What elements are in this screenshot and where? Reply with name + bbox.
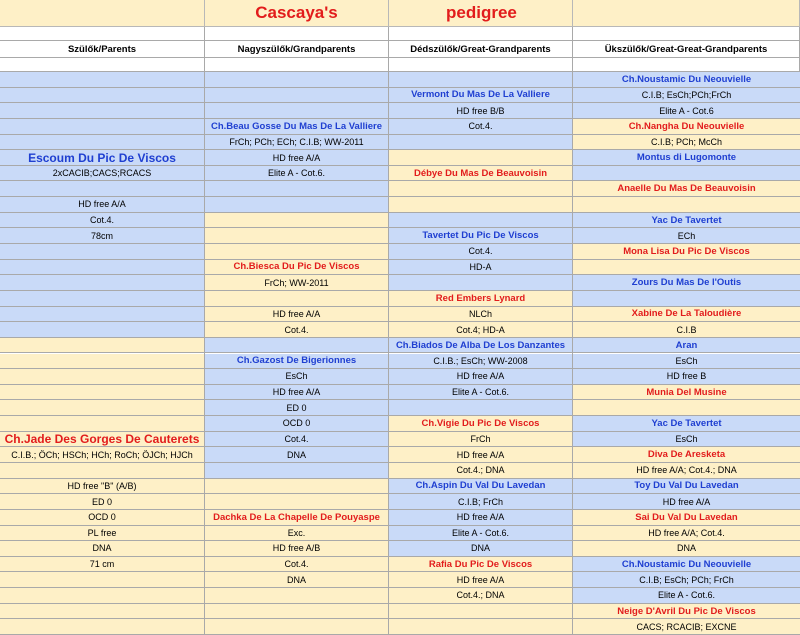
- dog-name: Dachka De La Chapelle De Pouyaspe: [205, 510, 388, 526]
- dog-detail: [0, 181, 204, 197]
- dog-detail: Elite A - Cot.6.: [205, 166, 388, 182]
- dog-detail: HD free A/B: [205, 541, 388, 557]
- dog-name: Ch.Noustamic Du Neouvielle: [573, 72, 800, 88]
- empty-cell: [0, 604, 204, 620]
- dog-name: Montus di Lugomonte: [573, 150, 800, 166]
- dog-detail: HD free A/A: [205, 385, 388, 401]
- dog-detail: DNA: [205, 572, 388, 588]
- dog-detail: EsCh: [573, 432, 800, 448]
- dog-name: Vermont Du Mas De La Valliere: [389, 88, 572, 104]
- dog-detail: [573, 291, 800, 307]
- dog-name: Toy Du Val Du Lavedan: [573, 479, 800, 495]
- dog-detail: Cot.4; HD-A: [389, 322, 572, 338]
- dog-detail: HD free A/A: [573, 494, 800, 510]
- dog-detail: [573, 166, 800, 182]
- dog-detail: Cot.4.: [205, 432, 388, 448]
- dog-detail: [573, 400, 800, 416]
- empty-cell: [389, 213, 572, 229]
- column-parents: [0, 72, 205, 635]
- dog-detail: OCD 0: [0, 510, 204, 526]
- empty-cell: [0, 572, 204, 588]
- dog-name: Escoum Du Pic De Viscos: [0, 150, 204, 166]
- dog-name: Diva De Aresketa: [573, 447, 800, 463]
- dog-detail: 2xCACIB;CACS;RCACS: [0, 166, 204, 182]
- dog-detail: C.I.B.; EsCh; WW-2008: [389, 354, 572, 370]
- empty-cell: [205, 494, 388, 510]
- dog-detail: Cot.4.; DNA: [389, 463, 572, 479]
- dog-detail: Elite A - Cot.6: [573, 103, 800, 119]
- spacer-cell: [389, 58, 573, 72]
- dog-detail: [0, 463, 204, 479]
- empty-cell: [205, 619, 388, 635]
- dog-detail: C.I.B; PCh; McCh: [573, 135, 800, 151]
- dog-detail: HD-A: [389, 260, 572, 276]
- dog-detail: C.I.B; EsCh; PCh; FrCh: [573, 572, 800, 588]
- column-header-row: [0, 41, 800, 58]
- empty-cell: [0, 400, 204, 416]
- empty-cell: [205, 463, 388, 479]
- dog-name: Sai Du Val Du Lavedan: [573, 510, 800, 526]
- title-cell-empty-2: [573, 0, 800, 27]
- dog-detail: OCD 0: [205, 416, 388, 432]
- empty-cell: [205, 338, 388, 354]
- dog-name: Ch.Jade Des Gorges De Cauterets: [0, 432, 204, 448]
- title-right-text: pedigree: [446, 3, 517, 22]
- dog-detail: DNA: [0, 541, 204, 557]
- empty-cell: [205, 244, 388, 260]
- dog-detail: Cot.4.: [205, 557, 388, 573]
- column-grandparents: [205, 72, 389, 635]
- dog-detail: Elite A - Cot.6.: [389, 526, 572, 542]
- dog-detail: HD free A/A; Cot.4.; DNA: [573, 463, 800, 479]
- empty-cell: [0, 416, 204, 432]
- dog-name: Tavertet Du Pic De Viscos: [389, 228, 572, 244]
- spacer-row-2: [0, 58, 800, 72]
- dog-detail: Elite A - Cot.6.: [389, 385, 572, 401]
- dog-detail: Cot.4.: [389, 244, 572, 260]
- empty-cell: [205, 197, 388, 213]
- spacer-cell: [573, 58, 800, 72]
- dog-detail: Exc.: [205, 526, 388, 542]
- dog-detail: FrCh; WW-2011: [205, 275, 388, 291]
- empty-cell: [0, 619, 204, 635]
- dog-name: Aran: [573, 338, 800, 354]
- dog-detail: C.I.B: [573, 322, 800, 338]
- empty-cell: [205, 72, 388, 88]
- empty-cell: [389, 72, 572, 88]
- col-header-grandparents-text: Nagyszülők/Grandparents: [205, 41, 388, 58]
- empty-cell: [0, 322, 204, 338]
- empty-cell: [389, 150, 572, 166]
- empty-cell: [389, 619, 572, 635]
- dog-detail: FrCh; PCh; ECh; C.I.B; WW-2011: [205, 135, 388, 151]
- empty-cell: [0, 307, 204, 323]
- dog-detail: DNA: [205, 447, 388, 463]
- empty-cell: [205, 228, 388, 244]
- dog-name: Xabine De La Taloudière: [573, 307, 800, 323]
- dog-name: Anaelle Du Mas De Beauvoisin: [573, 181, 800, 197]
- dog-detail: 71 cm: [0, 557, 204, 573]
- empty-cell: [205, 103, 388, 119]
- dog-name: Ch.Vigie Du Pic De Viscos: [389, 416, 572, 432]
- dog-detail: HD free A/A: [205, 150, 388, 166]
- col-header-grandparents: [205, 41, 389, 58]
- empty-cell: [389, 400, 572, 416]
- dog-detail: FrCh: [389, 432, 572, 448]
- title-row: [0, 0, 800, 27]
- dog-name: Ch.Biesca Du Pic De Viscos: [205, 260, 388, 276]
- dog-name: Ch.Noustamic Du Neouvielle: [573, 557, 800, 573]
- title-left: [205, 0, 389, 27]
- dog-detail: Cot.4.: [0, 213, 204, 229]
- dog-name: Red Embers Lynard: [389, 291, 572, 307]
- dog-detail: HD free A/A: [389, 510, 572, 526]
- col-header-great-grandparents: [389, 41, 573, 58]
- spacer-cell: [205, 58, 389, 72]
- column-great-great-grandparents: [573, 72, 800, 635]
- dog-name: Ch.Biados De Alba De Los Danzantes: [389, 338, 572, 354]
- dog-name: Yac De Tavertet: [573, 213, 800, 229]
- dog-detail: ECh: [573, 228, 800, 244]
- spacer-cell: [0, 27, 205, 41]
- dog-detail: HD free "B" (A/B): [0, 479, 204, 495]
- column-great-grandparents: [389, 72, 573, 635]
- empty-cell: [0, 103, 204, 119]
- dog-name: Débye Du Mas De Beauvoisin: [389, 166, 572, 182]
- empty-cell: [0, 88, 204, 104]
- dog-detail: HD free B: [573, 369, 800, 385]
- col-header-parents: [0, 41, 205, 58]
- empty-cell: [205, 88, 388, 104]
- empty-cell: [0, 291, 204, 307]
- empty-cell: [0, 72, 204, 88]
- empty-cell: [0, 135, 204, 151]
- dog-name: Zours Du Mas De l'Outis: [573, 275, 800, 291]
- dog-detail: HD free B/B: [389, 103, 572, 119]
- empty-cell: [0, 588, 204, 604]
- dog-detail: HD free A/A; Cot.4.: [573, 526, 800, 542]
- empty-cell: [205, 181, 388, 197]
- dog-detail: [205, 291, 388, 307]
- dog-detail: ED 0: [0, 494, 204, 510]
- dog-detail: HD free A/A: [389, 572, 572, 588]
- dog-name: Mona Lisa Du Pic De Viscos: [573, 244, 800, 260]
- empty-cell: [0, 369, 204, 385]
- dog-detail: C.I.B; FrCh: [389, 494, 572, 510]
- empty-cell: [0, 275, 204, 291]
- pedigree-body: [0, 72, 800, 635]
- empty-cell: [389, 275, 572, 291]
- spacer-cell: [0, 58, 205, 72]
- dog-detail: [573, 260, 800, 276]
- dog-name: Yac De Tavertet: [573, 416, 800, 432]
- dog-detail: CACS; RCACIB; EXCNE: [573, 619, 800, 635]
- empty-cell: [205, 479, 388, 495]
- dog-detail: 78cm: [0, 228, 204, 244]
- title-right: [389, 0, 573, 27]
- spacer-cell: [389, 27, 573, 41]
- spacer-row-1: [0, 27, 800, 41]
- empty-cell: [0, 119, 204, 135]
- empty-cell: [0, 385, 204, 401]
- dog-detail: Cot.4.: [389, 119, 572, 135]
- dog-detail: [573, 197, 800, 213]
- dog-name: Ch.Beau Gosse Du Mas De La Valliere: [205, 119, 388, 135]
- empty-cell: [389, 135, 572, 151]
- dog-name: Neige D'Avril Du Pic De Viscos: [573, 604, 800, 620]
- col-header-ggg-text: Ükszülők/Great-Great-Grandparents: [573, 41, 799, 58]
- dog-detail: Cot.4.; DNA: [389, 588, 572, 604]
- col-header-great-great-grandparents: [573, 41, 800, 58]
- dog-detail: HD free A/A: [205, 307, 388, 323]
- dog-detail: HD free A/A: [389, 447, 572, 463]
- spacer-cell: [573, 27, 800, 41]
- dog-name: Rafia Du Pic De Viscos: [389, 557, 572, 573]
- empty-cell: [205, 604, 388, 620]
- empty-cell: [0, 244, 204, 260]
- dog-name: Ch.Aspin Du Val Du Lavedan: [389, 479, 572, 495]
- empty-cell: [0, 338, 204, 354]
- empty-cell: [0, 260, 204, 276]
- dog-detail: DNA: [573, 541, 800, 557]
- dog-detail: C.I.B; EsCh;PCh;FrCh: [573, 88, 800, 104]
- dog-detail: DNA: [389, 541, 572, 557]
- dog-detail: EsCh: [205, 369, 388, 385]
- dog-detail: HD free A/A: [0, 197, 204, 213]
- title-cell-empty-1: [0, 0, 205, 27]
- dog-name: Munia Del Musine: [573, 385, 800, 401]
- dog-detail: HD free A/A: [389, 369, 572, 385]
- dog-detail: EsCh: [573, 354, 800, 370]
- dog-name: Ch.Nangha Du Neouvielle: [573, 119, 800, 135]
- empty-cell: [389, 604, 572, 620]
- title-left-text: Cascaya's: [255, 3, 338, 22]
- dog-detail: PL free: [0, 526, 204, 542]
- dog-detail: Elite A - Cot.6.: [573, 588, 800, 604]
- dog-detail: C.I.B.; ÖCh; HSCh; HCh; RoCh; ÖJCh; HJCh: [0, 447, 204, 463]
- empty-cell: [389, 181, 572, 197]
- col-header-parents-text: Szülők/Parents: [0, 41, 204, 58]
- empty-cell: [389, 197, 572, 213]
- dog-name: Ch.Gazost De Bigerionnes: [205, 354, 388, 370]
- empty-cell: [205, 213, 388, 229]
- col-header-great-grandparents-text: Dédszülők/Great-Grandparents: [389, 41, 572, 58]
- spacer-cell: [205, 27, 389, 41]
- empty-cell: [0, 354, 204, 370]
- dog-detail: Cot.4.: [205, 322, 388, 338]
- dog-detail: ED 0: [205, 400, 388, 416]
- dog-detail: NLCh: [389, 307, 572, 323]
- empty-cell: [205, 588, 388, 604]
